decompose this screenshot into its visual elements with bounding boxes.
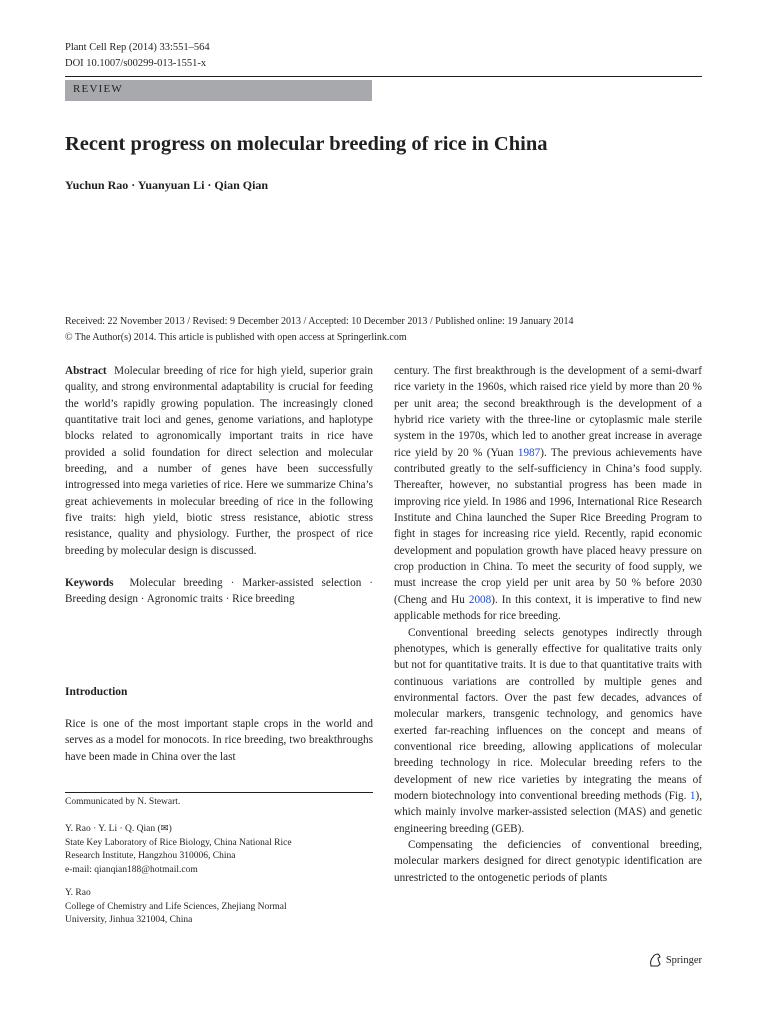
- left-column: [65, 363, 373, 608]
- affiliation-2-line2: University, Jinhua 321004, China: [65, 915, 193, 925]
- paragraph-2: [394, 625, 702, 837]
- footnote-rule: [65, 792, 373, 793]
- introduction-text: Rice is one of the most important staple crops in the world and serves as a model for monocots. In rice breeding, two breakthroughs have been made in China over the last: [65, 718, 373, 763]
- abstract-label: Abstract: [65, 365, 107, 377]
- affiliation-1-line2: Research Institute, Hangzhou 310006, China: [65, 851, 236, 861]
- affiliation-2-name: Y. Rao: [65, 888, 91, 898]
- paragraph-1-part-b: ). The previous achievements have contributed greatly to the self-sufficiency in China’s food supply. Thereafter, however, no substantial progress has been made in improving rice yield. In 1986 and 1996, International Rice Research Institute and China launched the Super Rice Breeding Program to fight in stages for increasing rice yield. Recently, rapid economic development and population growth have placed heavy pressure on crop production in China. To meet the security of food supply, we must increase the crop yield per unit area by 50 % before 2030 (Cheng and Hu: [394, 446, 703, 606]
- copyright-notice: © The Author(s) 2014. This article is published with open access at Springerlink.com: [65, 332, 407, 343]
- affiliation-1: [65, 823, 373, 877]
- paragraph-1-part-a: century. The first breakthrough is the development of a semi-dwarf rice variety in the 1960s, which raised rice yield by more than 20 % per unit area; the second breakthrough is the development of a hybrid rice variety with the three-line or cytoplasmic male sterile system in the 1970s, which led to another great increase in average rice yield by 20 % (Yuan: [394, 365, 702, 459]
- paragraph-1: [394, 363, 702, 625]
- section-label-bar: [65, 80, 372, 101]
- article-history: [65, 314, 574, 346]
- introduction-heading: Introduction: [65, 686, 128, 698]
- keywords: [65, 575, 373, 608]
- abstract-text: Molecular breeding of rice for high yield, superior grain quality, and strong environmental adaptability is crucial for feeding the world’s rapidly growing population. The increasingly cloned quantitative trait loci and genes, genome variations, and haplotype blocks related to agronomically important traits in rice have provided a solid foundation for direct selection and molecular breeding, and a number of genes have been successfully introgressed into mega varieties of rice. Here we summarize China’s great achievements in molecular breeding of rice in the following five traits: high yield, biotic stress resistance, abiotic stress resistance, quality and physiology. Further, the prospect of rice breeding by molecular design is discussed.: [65, 365, 373, 557]
- publication-dates: Received: 22 November 2013 / Revised: 9 December 2013 / Accepted: 10 December 2013 / Published online: 19 January 2014: [65, 316, 574, 327]
- communicated-note: Communicated by N. Stewart.: [65, 797, 181, 807]
- affiliation-2-line1: College of Chemistry and Life Sciences, Zhejiang Normal: [65, 901, 287, 912]
- keywords-label: Keywords: [65, 577, 114, 590]
- header-rule: [65, 76, 702, 77]
- figure-1-reference[interactable]: 1: [689, 789, 696, 802]
- journal-header: [65, 40, 210, 72]
- author-list: Yuchun Rao · Yuanyuan Li · Qian Qian: [65, 178, 269, 192]
- abstract: [65, 363, 373, 559]
- publisher-logo: [648, 952, 702, 968]
- right-column: [394, 363, 702, 886]
- corresponding-email[interactable]: e-mail: qianqian188@hotmail.com: [65, 864, 198, 875]
- paragraph-3: Compensating the deficiencies of conventional breeding, molecular markers designed for direct genotypic identification are unrestricted to the ontogenetic periods of plants: [394, 838, 702, 884]
- journal-citation: Plant Cell Rep (2014) 33:551–564: [65, 42, 210, 53]
- paragraph-1-part-c: ). In this context, it is imperative to find new applicable methods for rice breeding.: [394, 593, 703, 623]
- section-label: REVIEW: [73, 83, 123, 95]
- springer-horse-icon: [648, 952, 662, 968]
- citation-cheng-hu-2008[interactable]: 2008: [468, 593, 492, 606]
- article-title: Recent progress on molecular breeding of rice in China: [65, 133, 548, 155]
- doi[interactable]: DOI 10.1007/s00299-013-1551-x: [65, 58, 207, 69]
- affiliation-1-line1: State Key Laboratory of Rice Biology, China National Rice: [65, 837, 292, 848]
- paragraph-2-part-a: Conventional breeding selects genotypes indirectly through phenotypes, which is generally effective for qualitative traits only but not for quantitative traits. It is due to that quantitative traits with continuous variations are controlled by multiple genes and environmental factors. Over the past few decades, advances of molecular markers, transgenic technology, and genomics have exerted far-reaching influences on the concept and means of conventional rice breeding, allowing applications of molecular breeding technology in rice. Molecular breeding refers to the development of new rice varieties by integrating the means of modern biotechnology into conventional breeding methods (Fig.: [394, 626, 702, 802]
- paragraph-2-part-b: ), which mainly involve marker-assisted selection (MAS) and genetic engineering breeding (GEB).: [394, 789, 702, 835]
- affiliation-1-names: Y. Rao · Y. Li · Q. Qian (✉): [65, 824, 172, 834]
- keywords-text: Molecular breeding · Marker-assisted selection · Breeding design · Agronomic traits · Rice breeding: [65, 577, 374, 606]
- citation-yuan-1987[interactable]: 1987: [517, 446, 541, 459]
- publisher-name: Springer: [665, 954, 702, 966]
- affiliation-2: [65, 887, 373, 928]
